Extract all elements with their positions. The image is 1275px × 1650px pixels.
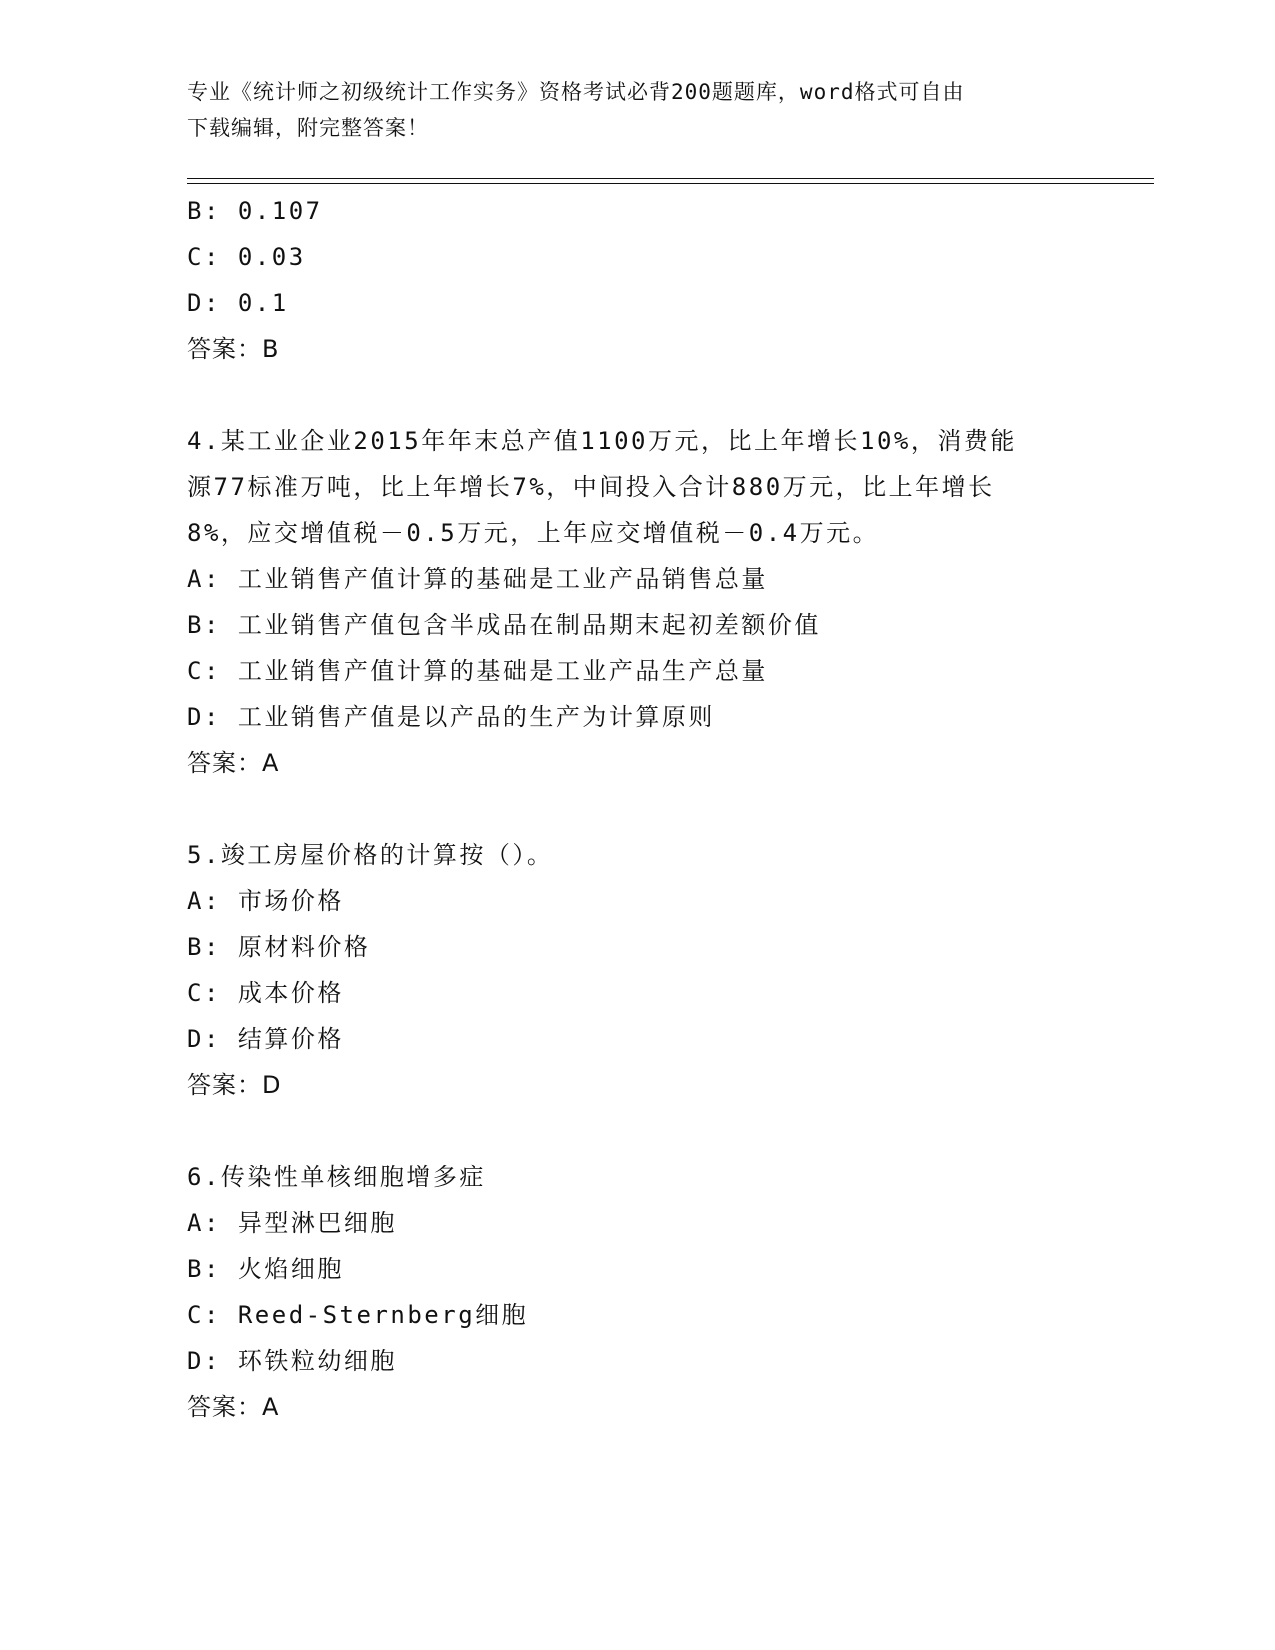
answer-line: 答案：A bbox=[187, 1393, 280, 1421]
question-6 bbox=[187, 1154, 1087, 1430]
question-stem-line: 5.竣工房屋价格的计算按（）。 bbox=[187, 841, 554, 869]
option-b: B: 原材料价格 bbox=[187, 933, 371, 961]
option-b: B: 火焰细胞 bbox=[187, 1255, 344, 1283]
option-c: C: Reed-Sternberg细胞 bbox=[187, 1301, 529, 1329]
answer-line: 答案：B bbox=[187, 335, 280, 363]
question-3-continued bbox=[187, 188, 1087, 372]
question-stem-line: 6.传染性单核细胞增多症 bbox=[187, 1163, 486, 1191]
question-4 bbox=[187, 418, 1087, 786]
question-stem-line: 4.某工业企业2015年年末总产值1100万元，比上年增长10%，消费能 bbox=[187, 427, 1017, 455]
answer-line: 答案：D bbox=[187, 1071, 282, 1099]
header-rule-bottom bbox=[187, 183, 1154, 184]
option-d: D: 工业销售产值是以产品的生产为计算原则 bbox=[187, 703, 715, 731]
option-b: B: 0.107 bbox=[187, 197, 323, 225]
option-a: A: 市场价格 bbox=[187, 887, 344, 915]
option-b: B: 工业销售产值包含半成品在制品期末起初差额价值 bbox=[187, 611, 821, 639]
spacer bbox=[187, 372, 1087, 418]
spacer bbox=[187, 1108, 1087, 1154]
option-c: C: 成本价格 bbox=[187, 979, 344, 1007]
option-c: C: 工业销售产值计算的基础是工业产品生产总量 bbox=[187, 657, 768, 685]
option-d: D: 环铁粒幼细胞 bbox=[187, 1347, 397, 1375]
spacer bbox=[187, 786, 1087, 832]
header-line-2: 下载编辑，附完整答案！ bbox=[187, 116, 429, 140]
question-5 bbox=[187, 832, 1087, 1108]
question-stem-line: 8%，应交增值税－0.5万元，上年应交增值税－0.4万元。 bbox=[187, 519, 880, 547]
header-line-1: 专业《统计师之初级统计工作实务》资格考试必背200题题库，word格式可自由 bbox=[187, 80, 965, 104]
option-a: A: 异型淋巴细胞 bbox=[187, 1209, 397, 1237]
question-stem-line: 源77标准万吨，比上年增长7%，中间投入合计880万元，比上年增长 bbox=[187, 473, 995, 501]
document-header bbox=[187, 74, 1067, 146]
document-body bbox=[187, 188, 1087, 1430]
header-rule-top bbox=[187, 178, 1154, 179]
option-d: D: 结算价格 bbox=[187, 1025, 344, 1053]
option-d: D: 0.1 bbox=[187, 289, 289, 317]
option-c: C: 0.03 bbox=[187, 243, 306, 271]
answer-line: 答案：A bbox=[187, 749, 280, 777]
option-a: A: 工业销售产值计算的基础是工业产品销售总量 bbox=[187, 565, 768, 593]
